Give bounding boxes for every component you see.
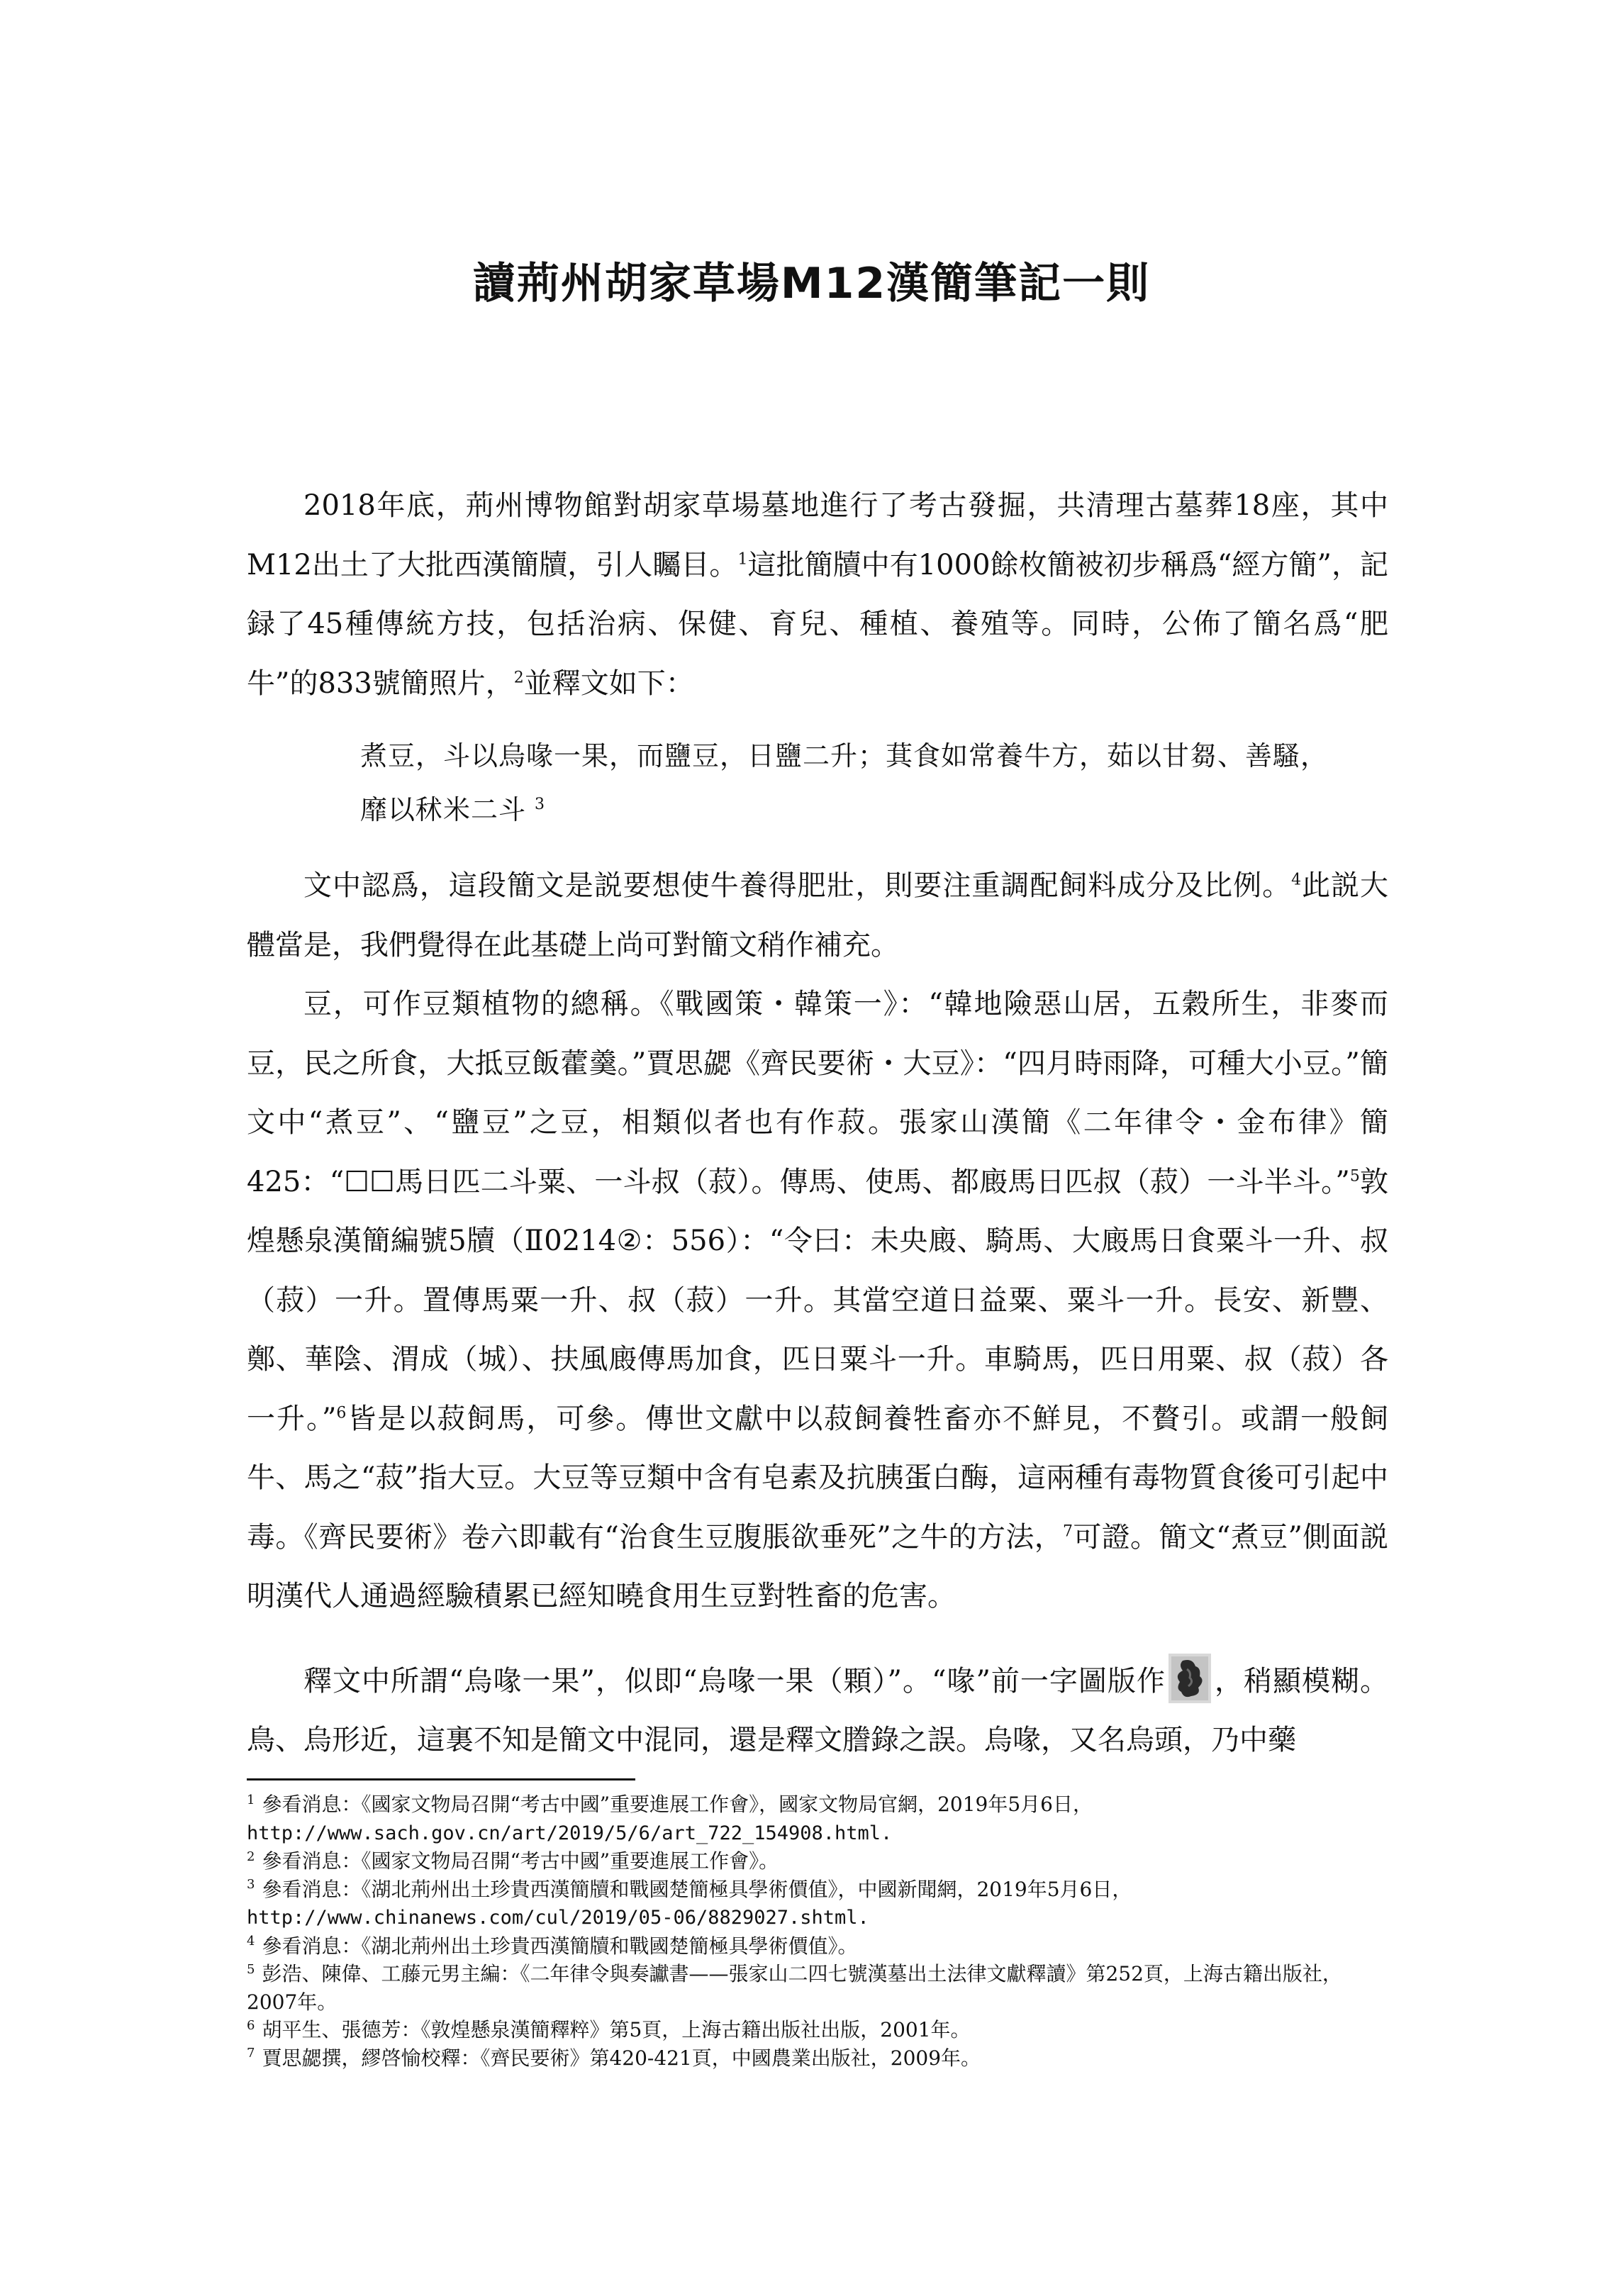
- footnote-1: $^1$ 參看消息：《國家文物局召開“考古中國”重要進展工作會》，國家文物局官網，2019年5月6日， http://www.sach.gov.cn/art/2019/5/6/art_722_154908.html.: [247, 1792, 1093, 1844]
- quote-line-1: 煮豆，斗以烏喙一果，而鹽豆，日鹽二升；萁食如常養牛方，茹以甘芻、善騷，: [360, 740, 1329, 771]
- footnote-2: $^2$ 參看消息：《國家文物局召開“考古中國”重要進展工作會》。: [247, 1849, 779, 1873]
- footnote-4: $^4$ 參看消息：《湖北荊州出土珍貴西漢簡牘和戰國楚簡極具學術價值》。: [247, 1934, 858, 1958]
- main-text: [247, 477, 1388, 1771]
- footnote-ref-2[interactable]: 2: [513, 669, 524, 687]
- block-quote: [247, 729, 1388, 837]
- page-title: 讀荊州胡家草場M12漢簡筆記一則: [472, 259, 1151, 308]
- footnote-ref-1[interactable]: 1: [737, 550, 748, 569]
- paragraph-4: 釋文中所謂“烏喙一果”，似即“烏喙一果（顆）”。“喙”前一字圖版作 ，稍顯模糊。鳥、烏形近，這裏不知是簡文中混同，還是釋文謄錄之誤。烏喙，又名烏頭，乃中藥: [247, 1652, 1388, 1771]
- footnote-ref-6[interactable]: 6: [336, 1404, 347, 1422]
- bamboo-slip-glyph-image: [1169, 1654, 1211, 1703]
- footnote-ref-5[interactable]: 5: [1349, 1167, 1360, 1186]
- footnote-ref-3[interactable]: 3: [535, 796, 546, 814]
- footnote-3-url[interactable]: http://www.chinanews.com/cul/2019/05-06/8829027.shtml.: [247, 1907, 869, 1929]
- footnote-5: $^5$ 彭浩、陳偉、工藤元男主編：《二年律令與奏讞書——張家山二四七號漢墓出土法律文獻釋讀》第252頁，上海古籍出版社，2007年。: [247, 1961, 1342, 2014]
- footnote-ref-7[interactable]: 7: [1063, 1522, 1073, 1541]
- footnote-3: $^3$ 參看消息：《湖北荊州出土珍貴西漢簡牘和戰國楚簡極具學術價值》，中國新聞網，2019年5月6日， http://www.chinanews.com/cul/2019/05-06/8829027.shtml.: [247, 1877, 1132, 1929]
- quote-line-2: 靡以秫米二斗 $^3$: [360, 794, 546, 825]
- footnote-6: $^6$ 胡平生、張德芳：《敦煌懸泉漢簡釋粹》第5頁，上海古籍出版社出版，2001年。: [247, 2017, 971, 2041]
- footnote-7: $^7$ 賈思勰撰，繆啓愉校釋：《齊民要術》第420-421頁，中國農業出版社，2009年。: [247, 2046, 981, 2070]
- paragraph-2: 文中認爲，這段簡文是説要想使牛養得肥壯，則要注重調配飼料成分及比例。$^4$此説大體當是，我們覺得在此基礎上尚可對簡文稍作補充。: [247, 869, 1389, 962]
- footnote-ref-4[interactable]: 4: [1291, 871, 1302, 889]
- paragraph-3: 豆，可作豆類植物的總稱。《戰國策・韓策一》：“韓地險惡山居，五穀所生，非麥而豆，民之所食，大抵豆飯藿羹。”賈思勰《齊民要術・大豆》：“四月時雨降，可種大小豆。”簡文中“煮豆”、“鹽豆”之豆，相類似者也有作菽。張家山漢簡《二年律令・金布律》簡425：“☐☐馬日匹二斗粟、一斗叔（菽）。傳馬、使馬、都廄馬日匹叔（菽）一斗半斗。”$^5$敦煌懸泉漢簡編號5牘（Ⅱ0214②：556）：“令曰：未央廄、騎馬、大廄馬日食粟斗一升、叔（菽）一升。置傳馬粟一升、叔（菽）一升。其當空道日益粟、粟斗一升。長安、新豐、鄭、華陰、渭成（城）、扶風廄傳馬加食，匹日粟斗一升。車騎馬，匹日用粟、叔（菽）各一升。”$^6$皆是以菽飼馬，可參。傳世文獻中以菽飼養牲畜亦不鮮見，不贅引。或謂一般飼牛、馬之“菽”指大豆。大豆等豆類中含有皂素及抗胰蛋白酶，這兩種有毒物質食後可引起中毒。《齊民要術》卷六即載有“治食生豆腹脹欲垂死”之牛的方法，$^7$可證。簡文“煮豆”側面説明漢代人通過經驗積累已經知曉食用生豆對牲畜的危害。: [247, 988, 1389, 1612]
- paragraph-1: 2018年底，荊州博物館對胡家草場墓地進行了考古發掘，共清理古墓葬18座，其中M12出土了大批西漢簡牘，引人矚目。$^1$這批簡牘中有1000餘枚簡被初步稱爲“經方簡”，記録了45種傳統方技，包括治病、保健、育兒、種植、養殖等。同時，公佈了簡名爲“肥牛”的833號簡照片，$^2$並釋文如下：: [247, 489, 1388, 700]
- footnotes: [247, 1790, 1388, 2072]
- footnote-divider: [247, 1778, 635, 1780]
- footnote-1-url[interactable]: http://www.sach.gov.cn/art/2019/5/6/art_722_154908.html.: [247, 1822, 893, 1844]
